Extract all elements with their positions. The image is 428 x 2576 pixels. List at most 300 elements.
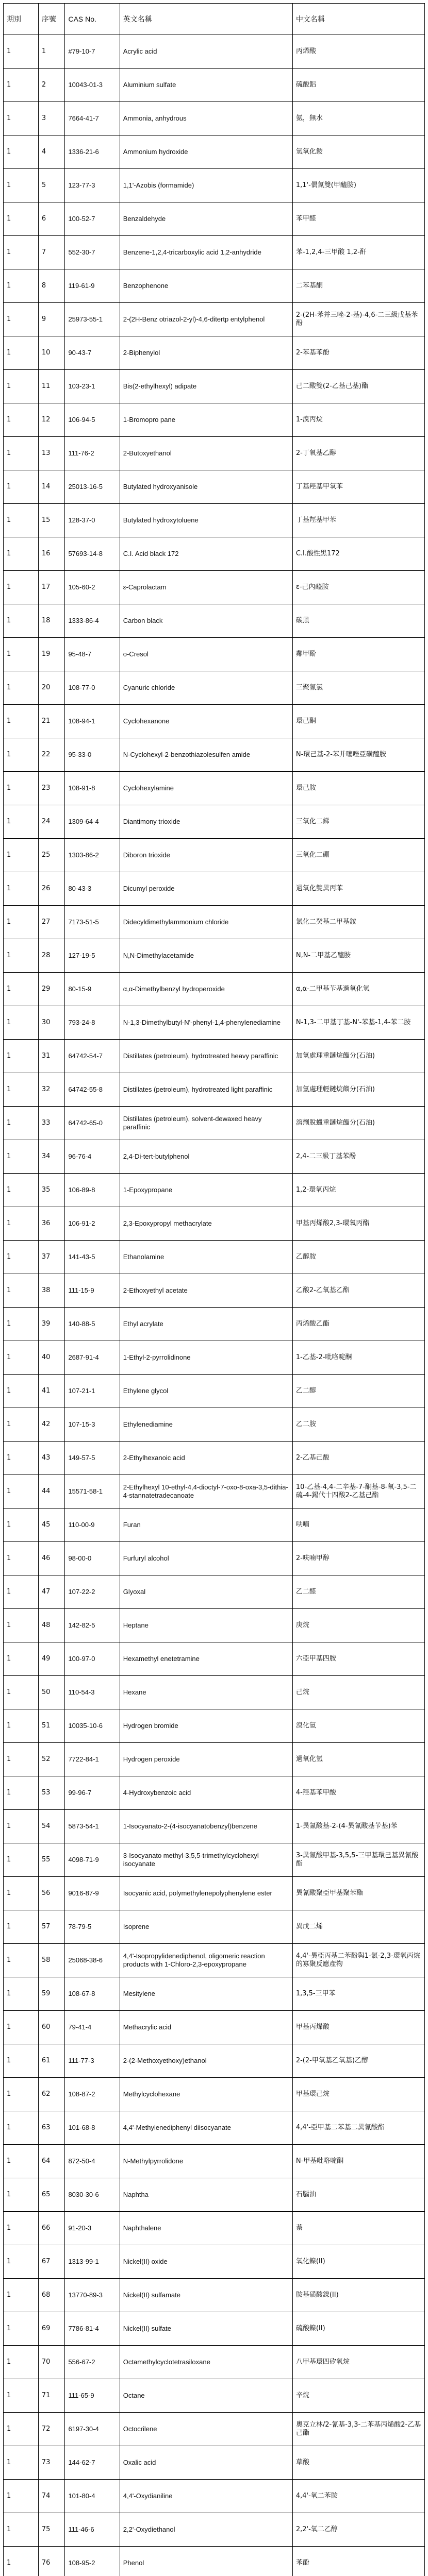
cell-cas: 57693-14-8	[65, 537, 120, 571]
cell-seq: 75	[38, 2513, 65, 2547]
cell-seq: 48	[38, 1609, 65, 1642]
cell-english-name: Benzaldehyde	[120, 202, 292, 236]
cell-cas: 64742-54-7	[65, 1040, 120, 1073]
cell-english-name: Carbon black	[120, 604, 292, 638]
cell-cas: 111-65-9	[65, 2379, 120, 2413]
table-row	[4, 1609, 425, 1642]
cell-cas: 101-80-4	[65, 2480, 120, 2513]
cell-period: 1	[4, 370, 39, 403]
cell-english-name: Dicumyl peroxide	[120, 872, 292, 906]
cell-english-name: 2-(2H-Benz otriazol-2-yl)-4,6-ditertp entylphenol	[120, 303, 292, 336]
cell-seq: 39	[38, 1308, 65, 1341]
cell-period: 1	[4, 1174, 39, 1207]
cell-seq: 69	[38, 2312, 65, 2346]
cell-cas: 793-24-8	[65, 1006, 120, 1040]
cell-period: 1	[4, 1776, 39, 1810]
cell-cas: 144-62-7	[65, 2446, 120, 2480]
table-row	[4, 1977, 425, 2011]
cell-cas: 7173-51-5	[65, 906, 120, 939]
cell-cas: 552-30-7	[65, 236, 120, 269]
cell-seq: 76	[38, 2547, 65, 2576]
cell-period: 1	[4, 638, 39, 671]
cell-period: 1	[4, 35, 39, 69]
cell-seq: 9	[38, 303, 65, 336]
cell-english-name: Butylated hydroxytoluene	[120, 504, 292, 537]
cell-seq: 74	[38, 2480, 65, 2513]
table-row	[4, 671, 425, 705]
cell-english-name: Cyanuric chloride	[120, 671, 292, 705]
table-body	[4, 35, 425, 2576]
table-row	[4, 1642, 425, 1676]
table-row	[4, 2413, 425, 2446]
cell-period: 1	[4, 2379, 39, 2413]
cell-cas: 1313-99-1	[65, 2245, 120, 2279]
cell-english-name: ε-Caprolactam	[120, 571, 292, 604]
table-row	[4, 1442, 425, 1475]
cell-cas: 8030-30-6	[65, 2178, 120, 2212]
table-row	[4, 872, 425, 906]
cell-chinese-name: 加氫處理重鏈烷餾分(石油)	[292, 1040, 424, 1073]
table-row	[4, 738, 425, 772]
table-row	[4, 1743, 425, 1776]
cell-chinese-name: 甲基環己烷	[292, 2078, 424, 2111]
cell-chinese-name: 硫酸鎳(II)	[292, 2312, 424, 2346]
table-row	[4, 2547, 425, 2576]
cell-chinese-name: 1,2-環氧丙烷	[292, 1174, 424, 1207]
cell-seq: 56	[38, 1877, 65, 1910]
table-row	[4, 2145, 425, 2178]
cell-period: 1	[4, 939, 39, 973]
table-row	[4, 973, 425, 1006]
cell-seq: 26	[38, 872, 65, 906]
cell-chinese-name: 草酸	[292, 2446, 424, 2480]
table-row	[4, 1776, 425, 1810]
cell-chinese-name: 己二酸雙(2-乙基己基)酯	[292, 370, 424, 403]
table-row	[4, 2178, 425, 2212]
cell-english-name: 2-Butoxyethanol	[120, 437, 292, 470]
table-row	[4, 370, 425, 403]
cell-period: 1	[4, 1241, 39, 1274]
table-row	[4, 2111, 425, 2145]
cell-cas: 9016-87-9	[65, 1877, 120, 1910]
cell-seq: 47	[38, 1575, 65, 1609]
cell-cas: 6197-30-4	[65, 2413, 120, 2446]
cell-english-name: Nickel(II) sulfamate	[120, 2279, 292, 2312]
table-row	[4, 102, 425, 135]
cell-seq: 60	[38, 2011, 65, 2044]
cell-chinese-name: 甲基丙烯酸2,3-環氧丙酯	[292, 1207, 424, 1241]
cell-chinese-name: N-1,3-二甲基丁基-N'-苯基-1,4-苯二胺	[292, 1006, 424, 1040]
table-row	[4, 939, 425, 973]
cell-seq: 58	[38, 1944, 65, 1977]
cell-period: 1	[4, 2011, 39, 2044]
cell-cas: 110-54-3	[65, 1676, 120, 1709]
cell-seq: 1	[38, 35, 65, 69]
chemical-list-table	[3, 3, 425, 2576]
cell-period: 1	[4, 772, 39, 805]
cell-cas: 107-22-2	[65, 1575, 120, 1609]
cell-chinese-name: 甲基丙烯酸	[292, 2011, 424, 2044]
cell-english-name: 2,3-Epoxypropyl methacrylate	[120, 1207, 292, 1241]
cell-cas: 25013-16-5	[65, 470, 120, 504]
cell-period: 1	[4, 2312, 39, 2346]
cell-chinese-name: 八甲基環四矽氧烷	[292, 2346, 424, 2379]
cell-period: 1	[4, 1609, 39, 1642]
cell-seq: 22	[38, 738, 65, 772]
table-row	[4, 1408, 425, 1442]
cell-period: 1	[4, 1140, 39, 1174]
cell-seq: 15	[38, 504, 65, 537]
cell-period: 1	[4, 2044, 39, 2078]
cell-chinese-name: 乙二胺	[292, 1408, 424, 1442]
table-row	[4, 2513, 425, 2547]
cell-cas: 111-15-9	[65, 1274, 120, 1308]
table-row	[4, 2279, 425, 2312]
cell-seq: 19	[38, 638, 65, 671]
cell-seq: 36	[38, 1207, 65, 1241]
cell-seq: 5	[38, 169, 65, 202]
table-row	[4, 2379, 425, 2413]
table-row	[4, 1843, 425, 1877]
cell-english-name: 1,1'-Azobis (formamide)	[120, 169, 292, 202]
cell-cas: 108-94-1	[65, 705, 120, 738]
cell-chinese-name: 異戊二烯	[292, 1910, 424, 1944]
cell-chinese-name: 環己酮	[292, 705, 424, 738]
table-row	[4, 1274, 425, 1308]
cell-chinese-name: N,N-二甲基乙醯胺	[292, 939, 424, 973]
cell-seq: 43	[38, 1442, 65, 1475]
cell-period: 1	[4, 135, 39, 169]
cell-cas: 10043-01-3	[65, 69, 120, 102]
cell-english-name: Benzophenone	[120, 269, 292, 303]
cell-cas: 1309-64-4	[65, 805, 120, 839]
cell-english-name: Furfuryl alcohol	[120, 1542, 292, 1575]
table-row	[4, 2245, 425, 2279]
cell-cas: 96-76-4	[65, 1140, 120, 1174]
cell-cas: 1336-21-6	[65, 135, 120, 169]
cell-english-name: C.I. Acid black 172	[120, 537, 292, 571]
cell-english-name: Octane	[120, 2379, 292, 2413]
cell-period: 1	[4, 1910, 39, 1944]
cell-chinese-name: 2-苯基苯酚	[292, 336, 424, 370]
table-row	[4, 470, 425, 504]
cell-chinese-name: 溴化氫	[292, 1709, 424, 1743]
cell-english-name: Didecyldimethylammonium chloride	[120, 906, 292, 939]
cell-english-name: 2-Ethylhexyl 10-ethyl-4,4-dioctyl-7-oxo-8-oxa-3,5-dithia-4-stannatetradecanoate	[120, 1475, 292, 1509]
cell-cas: 100-52-7	[65, 202, 120, 236]
cell-seq: 4	[38, 135, 65, 169]
cell-cas: 111-76-2	[65, 437, 120, 470]
cell-english-name: Octocrilene	[120, 2413, 292, 2446]
cell-chinese-name: 2,2'-氧二乙醇	[292, 2513, 424, 2547]
cell-cas: 13770-89-3	[65, 2279, 120, 2312]
cell-cas: 5873-54-1	[65, 1810, 120, 1843]
table-row	[4, 2078, 425, 2111]
cell-english-name: Distillates (petroleum), hydrotreated heavy paraffinic	[120, 1040, 292, 1073]
cell-period: 1	[4, 604, 39, 638]
cell-period: 1	[4, 403, 39, 437]
cell-period: 1	[4, 2111, 39, 2145]
table-row	[4, 1509, 425, 1542]
cell-cas: 95-48-7	[65, 638, 120, 671]
table-row	[4, 1341, 425, 1375]
cell-chinese-name: 1-溴丙烷	[292, 403, 424, 437]
table-row	[4, 2446, 425, 2480]
cell-seq: 28	[38, 939, 65, 973]
cell-seq: 23	[38, 772, 65, 805]
cell-chinese-name: 環己胺	[292, 772, 424, 805]
cell-period: 1	[4, 1207, 39, 1241]
cell-cas: 106-94-5	[65, 403, 120, 437]
cell-english-name: Hexane	[120, 1676, 292, 1709]
cell-english-name: Octamethylcyclotetrasiloxane	[120, 2346, 292, 2379]
cell-chinese-name: 氧化鎳(II)	[292, 2245, 424, 2279]
cell-chinese-name: 丁基羥基甲苯	[292, 504, 424, 537]
cell-period: 1	[4, 1341, 39, 1375]
cell-seq: 6	[38, 202, 65, 236]
cell-english-name: Diantimony trioxide	[120, 805, 292, 839]
cell-period: 1	[4, 269, 39, 303]
cell-chinese-name: 3-異氰酸甲基-3,5,5-三甲基環己基異氰酸酯	[292, 1843, 424, 1877]
cell-english-name: N-1,3-Dimethylbutyl-N'-phenyl-1,4-phenylenediamine	[120, 1006, 292, 1040]
cell-seq: 13	[38, 437, 65, 470]
cell-chinese-name: 10-乙基-4,4-二辛基-7-酮基-8-氧-3,5-二硫-4-錫代十四酸2-乙基己酯	[292, 1475, 424, 1509]
table-row	[4, 1308, 425, 1341]
cell-period: 1	[4, 1040, 39, 1073]
table-row	[4, 772, 425, 805]
cell-english-name: 1-Bromopro pane	[120, 403, 292, 437]
cell-english-name: 4,4'-Methylenediphenyl diisocyanate	[120, 2111, 292, 2145]
cell-english-name: Hydrogen peroxide	[120, 1743, 292, 1776]
cell-seq: 64	[38, 2145, 65, 2178]
cell-cas: 108-95-2	[65, 2547, 120, 2576]
cell-period: 1	[4, 470, 39, 504]
cell-cas: 98-00-0	[65, 1542, 120, 1575]
cell-seq: 31	[38, 1040, 65, 1073]
cell-english-name: N,N-Dimethylacetamide	[120, 939, 292, 973]
cell-english-name: Aluminium sulfate	[120, 69, 292, 102]
cell-seq: 11	[38, 370, 65, 403]
table-row	[4, 604, 425, 638]
cell-period: 1	[4, 303, 39, 336]
table-row	[4, 2312, 425, 2346]
cell-chinese-name: 加氫處理輕鏈烷餾分(石油)	[292, 1073, 424, 1107]
cell-period: 1	[4, 805, 39, 839]
cell-seq: 18	[38, 604, 65, 638]
cell-cas: 80-15-9	[65, 973, 120, 1006]
cell-cas: 127-19-5	[65, 939, 120, 973]
cell-cas: 101-68-8	[65, 2111, 120, 2145]
cell-chinese-name: 丁基羥基甲氧苯	[292, 470, 424, 504]
cell-period: 1	[4, 169, 39, 202]
cell-chinese-name: 乙醇胺	[292, 1241, 424, 1274]
cell-seq: 65	[38, 2178, 65, 2212]
table-row	[4, 303, 425, 336]
cell-cas: 100-97-0	[65, 1642, 120, 1676]
cell-cas: 64742-65-0	[65, 1107, 120, 1140]
cell-seq: 46	[38, 1542, 65, 1575]
table-row	[4, 1140, 425, 1174]
cell-chinese-name: 異氰酸聚亞甲基聚苯酯	[292, 1877, 424, 1910]
cell-seq: 30	[38, 1006, 65, 1040]
cell-period: 1	[4, 1977, 39, 2011]
cell-chinese-name: 苯甲醛	[292, 202, 424, 236]
cell-cas: 7786-81-4	[65, 2312, 120, 2346]
cell-period: 1	[4, 1575, 39, 1609]
cell-cas: 15571-58-1	[65, 1475, 120, 1509]
cell-cas: #79-10-7	[65, 35, 120, 69]
cell-seq: 25	[38, 839, 65, 872]
cell-period: 1	[4, 1676, 39, 1709]
cell-chinese-name: 六亞甲基四胺	[292, 1642, 424, 1676]
cell-cas: 106-91-2	[65, 1207, 120, 1241]
cell-period: 1	[4, 2513, 39, 2547]
cell-cas: 103-23-1	[65, 370, 120, 403]
cell-period: 1	[4, 1408, 39, 1442]
table-row	[4, 1944, 425, 1977]
cell-seq: 29	[38, 973, 65, 1006]
cell-cas: 99-96-7	[65, 1776, 120, 1810]
table-row	[4, 1006, 425, 1040]
table-row	[4, 1575, 425, 1609]
cell-cas: 91-20-3	[65, 2212, 120, 2245]
cell-english-name: 2-(2-Methoxyethoxy)ethanol	[120, 2044, 292, 2078]
cell-english-name: Phenol	[120, 2547, 292, 2576]
cell-period: 1	[4, 2346, 39, 2379]
cell-english-name: Distillates (petroleum), solvent-dewaxed heavy paraffinic	[120, 1107, 292, 1140]
cell-period: 1	[4, 906, 39, 939]
cell-period: 1	[4, 973, 39, 1006]
cell-chinese-name: 石腦油	[292, 2178, 424, 2212]
table-row	[4, 1174, 425, 1207]
cell-chinese-name: 2-呋喃甲醇	[292, 1542, 424, 1575]
table-row	[4, 1040, 425, 1073]
cell-seq: 38	[38, 1274, 65, 1308]
cell-chinese-name: 乙二醛	[292, 1575, 424, 1609]
cell-cas: 7722-84-1	[65, 1743, 120, 1776]
cell-period: 1	[4, 537, 39, 571]
cell-english-name: Butylated hydroxyanisole	[120, 470, 292, 504]
cell-chinese-name: 4,4'-氧二苯胺	[292, 2480, 424, 2513]
table-row	[4, 1910, 425, 1944]
cell-seq: 72	[38, 2413, 65, 2446]
cell-chinese-name: 4-羥基苯甲酸	[292, 1776, 424, 1810]
cell-seq: 35	[38, 1174, 65, 1207]
cell-english-name: Ethanolamine	[120, 1241, 292, 1274]
cell-english-name: Ethylene glycol	[120, 1375, 292, 1408]
cell-seq: 33	[38, 1107, 65, 1140]
cell-english-name: Distillates (petroleum), hydrotreated light paraffinic	[120, 1073, 292, 1107]
cell-seq: 61	[38, 2044, 65, 2078]
cell-seq: 71	[38, 2379, 65, 2413]
cell-chinese-name: 2-乙基己酸	[292, 1442, 424, 1475]
cell-chinese-name: 辛烷	[292, 2379, 424, 2413]
cell-english-name: 3-Isocyanato methyl-3,5,5-trimethylcyclohexyl isocyanate	[120, 1843, 292, 1877]
cell-period: 1	[4, 839, 39, 872]
cell-english-name: Acrylic acid	[120, 35, 292, 69]
cell-english-name: Methylcyclohexane	[120, 2078, 292, 2111]
cell-period: 1	[4, 1073, 39, 1107]
cell-english-name: 4-Hydroxybenzoic acid	[120, 1776, 292, 1810]
cell-seq: 32	[38, 1073, 65, 1107]
cell-chinese-name: 氨，無水	[292, 102, 424, 135]
cell-period: 1	[4, 504, 39, 537]
cell-seq: 16	[38, 537, 65, 571]
cell-cas: 111-46-6	[65, 2513, 120, 2547]
table-row	[4, 437, 425, 470]
cell-english-name: Methacrylic acid	[120, 2011, 292, 2044]
table-row	[4, 1241, 425, 1274]
cell-seq: 51	[38, 1709, 65, 1743]
table-row	[4, 336, 425, 370]
table-row	[4, 537, 425, 571]
cell-period: 1	[4, 202, 39, 236]
cell-chinese-name: 碳黑	[292, 604, 424, 638]
cell-cas: 108-67-8	[65, 1977, 120, 2011]
cell-seq: 62	[38, 2078, 65, 2111]
cell-cas: 872-50-4	[65, 2145, 120, 2178]
cell-period: 1	[4, 1107, 39, 1140]
table-row	[4, 2044, 425, 2078]
cell-period: 1	[4, 1475, 39, 1509]
cell-seq: 44	[38, 1475, 65, 1509]
cell-period: 1	[4, 2145, 39, 2178]
cell-chinese-name: 氯化二癸基二甲基銨	[292, 906, 424, 939]
cell-seq: 63	[38, 2111, 65, 2145]
cell-english-name: N-Methylpyrrolidone	[120, 2145, 292, 2178]
cell-english-name: 2,2'-Oxydiethanol	[120, 2513, 292, 2547]
cell-english-name: Bis(2-ethylhexyl) adipate	[120, 370, 292, 403]
cell-period: 1	[4, 872, 39, 906]
cell-english-name: 1-Ethyl-2-pyrrolidinone	[120, 1341, 292, 1375]
table-row	[4, 2346, 425, 2379]
cell-chinese-name: 二苯基酮	[292, 269, 424, 303]
cell-chinese-name: C.I.酸性黑172	[292, 537, 424, 571]
cell-cas: 90-43-7	[65, 336, 120, 370]
cell-cas: 95-33-0	[65, 738, 120, 772]
cell-chinese-name: 三聚氰氯	[292, 671, 424, 705]
cell-english-name: Naphthalene	[120, 2212, 292, 2245]
header-chinese-name: 中文名稱	[292, 4, 424, 35]
cell-seq: 42	[38, 1408, 65, 1442]
cell-cas: 79-41-4	[65, 2011, 120, 2044]
table-row	[4, 1877, 425, 1910]
cell-period: 1	[4, 336, 39, 370]
cell-period: 1	[4, 1642, 39, 1676]
table-row	[4, 2480, 425, 2513]
cell-chinese-name: 三氧化二硼	[292, 839, 424, 872]
cell-english-name: Isoprene	[120, 1910, 292, 1944]
cell-period: 1	[4, 2178, 39, 2212]
table-header	[4, 4, 425, 35]
cell-english-name: 2-Ethylhexanoic acid	[120, 1442, 292, 1475]
cell-cas: 10035-10-6	[65, 1709, 120, 1743]
cell-chinese-name: 胺基磺酸鎳(II)	[292, 2279, 424, 2312]
cell-period: 1	[4, 1375, 39, 1408]
cell-chinese-name: 溶劑脫蠟重鏈烷餾分(石油)	[292, 1107, 424, 1140]
cell-period: 1	[4, 437, 39, 470]
cell-english-name: α,α-Dimethylbenzyl hydroperoxide	[120, 973, 292, 1006]
cell-cas: 111-77-3	[65, 2044, 120, 2078]
cell-chinese-name: 己烷	[292, 1676, 424, 1709]
cell-period: 1	[4, 1709, 39, 1743]
cell-period: 1	[4, 2245, 39, 2279]
table-row	[4, 1709, 425, 1743]
table-row	[4, 2011, 425, 2044]
cell-cas: 107-21-1	[65, 1375, 120, 1408]
cell-english-name: Heptane	[120, 1609, 292, 1642]
cell-chinese-name: 乙酸2-乙氧基乙酯	[292, 1274, 424, 1308]
